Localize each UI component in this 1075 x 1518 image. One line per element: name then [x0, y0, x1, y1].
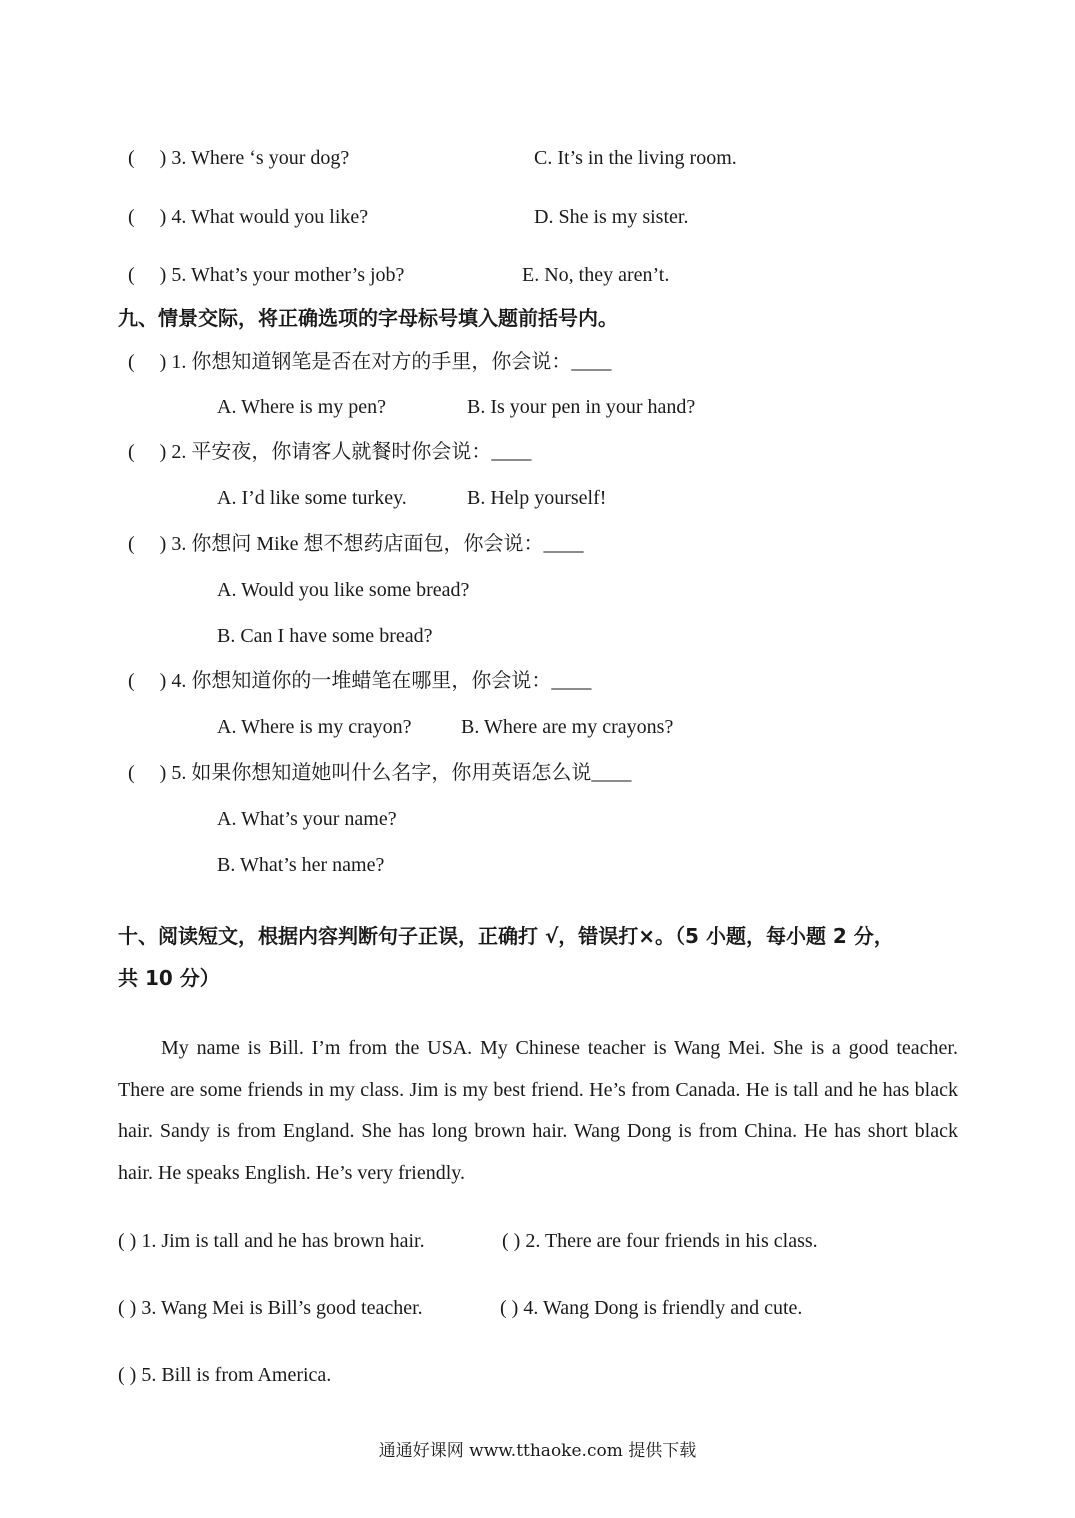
matching-answer-e: E. No, they aren’t. — [522, 264, 670, 286]
s9-q4-option-b: B. Where are my crayons? — [461, 716, 674, 738]
s9-q2-option-a: A. I’d like some turkey. — [217, 487, 407, 509]
matching-question-5: ( ) 5. What’s your mother’s job? — [128, 264, 405, 286]
matching-question-4: ( ) 4. What would you like? — [128, 206, 369, 228]
matching-answer-c: C. It’s in the living room. — [534, 147, 737, 169]
matching-question-3: ( ) 3. Where ‘s your dog? — [128, 147, 350, 169]
s9-q2-option-b: B. Help yourself! — [467, 487, 607, 509]
section-10-title-line-1: 十、阅读短文，根据内容判断句子正误，正确打 √，错误打×。（5 小题，每小题 2 分， — [118, 924, 894, 948]
s9-q1-option-a: A. Where is my pen? — [217, 396, 387, 418]
section-9-title: 九、情景交际，将正确选项的字母标号填入题前括号内。 — [118, 306, 618, 330]
s9-q5-option-b: B. What’s her name? — [217, 854, 385, 876]
s9-question-4: ( ) 4. 你想知道你的一堆蜡笔在哪里，你会说：____ — [128, 670, 592, 692]
s9-question-5: ( ) 5. 如果你想知道她叫什么名字，你用英语怎么说____ — [128, 762, 632, 784]
judgement-5: ( ) 5. Bill is from America. — [118, 1364, 332, 1386]
judgement-2: ( ) 2. There are four friends in his class. — [502, 1230, 818, 1252]
s9-q1-option-b: B. Is your pen in your hand? — [467, 396, 696, 418]
page-footer: 通通好课网 www.tthaoke.com 提供下载 — [378, 1441, 697, 1461]
s9-q3-option-a: A. Would you like some bread? — [217, 579, 470, 601]
s9-q4-option-a: A. Where is my crayon? — [217, 716, 412, 738]
judgement-3: ( ) 3. Wang Mei is Bill’s good teacher. — [118, 1297, 423, 1319]
s9-q5-option-a: A. What’s your name? — [217, 808, 397, 830]
matching-answer-d: D. She is my sister. — [534, 206, 689, 228]
judgement-4: ( ) 4. Wang Dong is friendly and cute. — [500, 1297, 803, 1319]
s9-question-2: ( ) 2. 平安夜，你请客人就餐时你会说：____ — [128, 441, 532, 463]
section-10-title-line-2: 共 10 分） — [118, 966, 220, 990]
s9-question-3: ( ) 3. 你想问 Mike 想不想药店面包，你会说：____ — [128, 533, 584, 555]
reading-passage: My name is Bill. I’m from the USA. My Chinese teacher is Wang Mei. She is a good teacher. There are some friends in my class. Jim is my best friend. He’s from Canada. He is tall and he has black hair. Sandy is from England. She has long brown hair. Wang Dong is from China. He has short black hair. He speaks English. He’s very friendly. — [118, 1037, 958, 1184]
s9-question-1: ( ) 1. 你想知道钢笔是否在对方的手里，你会说：____ — [128, 351, 612, 373]
judgement-1: ( ) 1. Jim is tall and he has brown hair. — [118, 1230, 425, 1252]
s9-q3-option-b: B. Can I have some bread? — [217, 625, 433, 647]
